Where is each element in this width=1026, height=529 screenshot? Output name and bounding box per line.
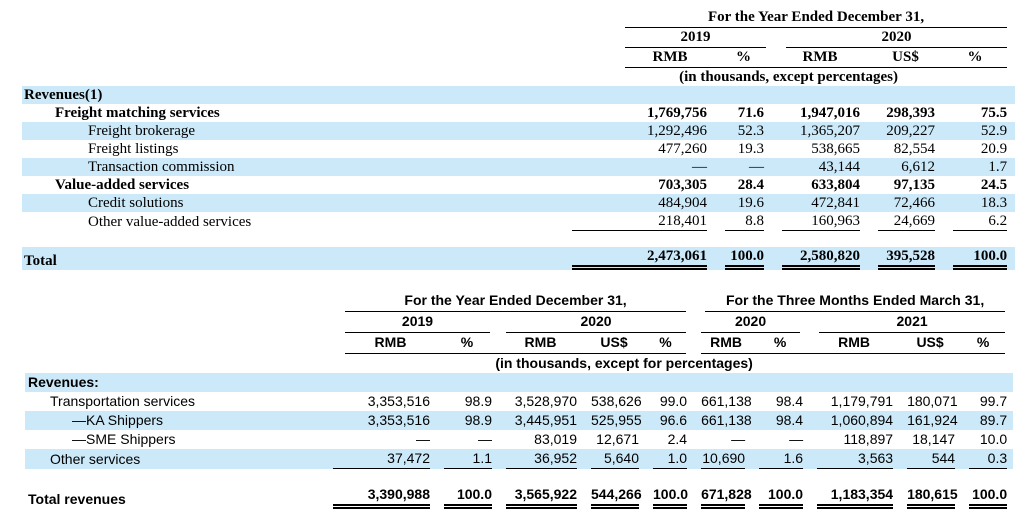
table2-colhead-rmb-q2020: RMB [710,334,742,350]
row-label: Total [24,253,57,269]
cell-value: 98.9 [464,393,492,409]
cell-value [751,373,809,392]
table2-header [25,291,1013,373]
cell-value: 28.4 [737,177,764,193]
cell-value: 18.3 [980,195,1008,211]
table2-body [25,373,1013,509]
row-label: Revenues: [28,374,99,390]
cell-value: 10.0 [979,431,1008,447]
table-row [22,158,1015,176]
row-label: Transaction commission [88,159,235,175]
cell-value: 180,071 [907,393,958,409]
cell-value: — [478,431,492,447]
table1-colhead-usd-2020: US$ [892,49,919,65]
cell-value: 97,135 [893,177,935,193]
cell-value [868,86,943,104]
cell-value: — [692,159,707,175]
cell-value: 2,580,820 [772,247,868,270]
cell-value: 477,260 [658,141,707,157]
cell-value: 89.7 [979,412,1008,428]
row-label: Value-added services [55,177,190,193]
table-row [22,122,1015,140]
cell-value: 3,353,516 [367,412,430,428]
cell-value: 3,528,970 [514,393,577,409]
cell-value: 100.0 [645,485,693,509]
table2-units-note: (in thousands, except for percentages) [495,355,753,371]
cell-value: 52.9 [980,123,1008,139]
cell-value: 1.1 [436,449,498,469]
cell-value: 1,947,016 [800,105,860,121]
table-row [25,411,1013,430]
table1-period-title: For the Year Ended December 31, [625,8,1007,28]
table2-colhead-rmb-2019: RMB [374,334,407,350]
cell-value: 52.3 [737,123,764,139]
row-label: Transportation services [50,393,195,409]
table1-header [22,8,1015,86]
cell-value: 12,671 [596,431,639,447]
table2-quarter-2020: 2020 [701,312,800,333]
table1-year-2019: 2019 [625,28,766,48]
table2-quarter-period-title: For the Three Months Ended March 31, [705,291,1005,312]
cell-value: 100.0 [751,485,809,509]
cell-value: 100.0 [961,485,1013,509]
cell-value [809,373,899,392]
table1-colhead-pct-2020: % [967,49,983,65]
row-label: Freight brokerage [88,123,196,139]
cell-value: 99.0 [659,393,688,409]
cell-value: 36,952 [498,449,583,469]
table2-colhead-usd-q2021: US$ [916,334,944,350]
cell-value: 2.4 [667,431,688,447]
table-row [25,373,1013,392]
row-label: Other value-added services [88,214,252,230]
cell-value [961,373,1013,392]
cell-value: 3,563 [809,449,899,469]
cell-value: 1,060,894 [830,412,894,428]
cell-value: 96.6 [659,412,688,428]
cell-value: 75.5 [980,105,1008,121]
table1-year-2020: 2020 [786,28,1007,48]
table1-year-row [22,28,1015,48]
cell-value: 161,924 [907,412,958,428]
cell-value: 1,769,756 [647,105,707,121]
cell-value: 24.5 [980,177,1008,193]
cell-value [583,373,645,392]
table-row [25,449,1013,469]
revenue-by-shipper-table [25,291,1013,509]
cell-value: 1,292,496 [647,123,707,139]
table2-year-2019: 2019 [345,312,490,333]
cell-value: 1,183,354 [809,485,899,509]
row-label: Total revenues [28,491,126,507]
row-label: —SME Shippers [72,431,176,447]
cell-value [645,373,693,392]
table2-colhead-row [25,333,1013,354]
cell-value: 160,963 [772,212,868,231]
row-label: Freight matching services [55,105,220,121]
cell-value: 298,393 [886,105,935,121]
cell-value: 19.3 [737,141,764,157]
cell-value: 544 [899,449,961,469]
cell-value: 98.4 [775,393,804,409]
table1-colhead-pct-2019: % [736,49,751,65]
revenue-by-service-table [22,8,1015,270]
table-row [22,104,1015,122]
table2-year-row [25,312,1013,333]
cell-value: 180,615 [899,485,961,509]
cell-value: — [416,431,430,447]
cell-value: 1,365,207 [800,123,860,139]
cell-value: — [749,159,764,175]
table2-colhead-rmb-q2021: RMB [838,334,870,350]
cell-value: 6,612 [901,159,935,175]
cell-value: 484,904 [658,195,707,211]
cell-value: 538,626 [591,393,642,409]
spacer-row [25,469,1013,485]
table2-quarter-2021: 2021 [819,312,1005,333]
cell-value: 633,804 [811,177,860,193]
table-row [22,194,1015,212]
cell-value [693,373,751,392]
row-label: Freight listings [88,141,179,157]
cell-value: 218,401 [562,212,715,231]
table2-year-period-title: For the Year Ended December 31, [345,291,686,312]
table-row [22,140,1015,158]
cell-value: 1.0 [645,449,693,469]
cell-value [562,86,715,104]
table1-note-row [22,68,1015,86]
table2-title-row [25,291,1013,312]
table-row [25,430,1013,449]
cell-value: 100.0 [715,247,772,270]
cell-value [498,373,583,392]
cell-value: 24,669 [868,212,943,231]
cell-value [899,373,961,392]
cell-value: 18,147 [912,431,956,447]
table2-colhead-usd-2020: US$ [600,334,628,350]
cell-value: 100.0 [436,485,498,509]
table-row [25,485,1013,509]
cell-value: 0.3 [961,449,1013,469]
cell-value: 1.6 [751,449,809,469]
cell-value: 525,955 [591,412,642,428]
cell-value: 544,266 [583,485,645,509]
cell-value [715,86,772,104]
table-row [25,392,1013,411]
cell-value [772,86,868,104]
cell-value: 71.6 [737,105,764,121]
cell-value: 6.2 [943,212,1015,231]
cell-value: 3,353,516 [367,393,430,409]
cell-value: 82,554 [893,141,935,157]
cell-value: 3,565,922 [498,485,583,509]
cell-value: 661,138 [701,393,752,409]
cell-value: 5,640 [583,449,645,469]
cell-value: 1,179,791 [830,393,894,409]
cell-value: 72,466 [893,195,935,211]
cell-value: 10,690 [693,449,751,469]
cell-value: 3,445,951 [514,412,577,428]
row-label: Revenues(1) [24,87,103,103]
table2-year-2020: 2020 [506,312,686,333]
row-label: Other services [50,451,141,467]
table2-note-row [25,354,1013,373]
cell-value: 2,473,061 [562,247,715,270]
cell-value [325,373,436,392]
table1-colhead-row [22,48,1015,68]
cell-value: 395,528 [868,247,943,270]
cell-value: 3,390,988 [325,485,436,509]
table1-body [22,86,1015,270]
table1-title-row [22,8,1015,28]
cell-value: 703,305 [658,177,707,193]
spacer-row [22,231,1015,247]
table-row [22,86,1015,104]
cell-value: 83,019 [534,431,577,447]
table1-colhead-rmb-2020: RMB [802,49,838,65]
table-row [22,212,1015,231]
cell-value [436,373,498,392]
cell-value: 19.6 [737,195,764,211]
cell-value: 37,472 [325,449,436,469]
cell-value: 661,138 [701,412,752,428]
cell-value: — [789,431,804,447]
cell-value: 538,665 [811,141,860,157]
table-row [22,176,1015,194]
table2-colhead-pct-q2020: % [773,334,787,350]
table1-colhead-rmb-2019: RMB [652,49,688,65]
cell-value: 8.8 [715,212,772,231]
row-label: Credit solutions [88,195,184,211]
table2-colhead-pct-2019: % [460,334,474,350]
cell-value: 98.9 [464,412,492,428]
cell-value: 100.0 [943,247,1015,270]
row-label: —KA Shippers [72,412,164,428]
cell-value: 472,841 [811,195,860,211]
table2-colhead-rmb-2020: RMB [524,334,557,350]
cell-value: 118,897 [843,431,894,447]
cell-value [943,86,1015,104]
cell-value: — [731,431,746,447]
table2-colhead-pct-2020: % [659,334,672,350]
cell-value: 20.9 [980,141,1008,157]
cell-value: 98.4 [775,412,804,428]
cell-value: 43,144 [818,159,860,175]
table2-colhead-pct-q2021: % [976,334,990,350]
cell-value: 1.7 [988,159,1008,175]
table1-units-note: (in thousands, except percentages) [679,69,898,85]
table-row [22,247,1015,270]
cell-value: 209,227 [886,123,935,139]
cell-value: 99.7 [979,393,1008,409]
cell-value: 671,828 [693,485,751,509]
